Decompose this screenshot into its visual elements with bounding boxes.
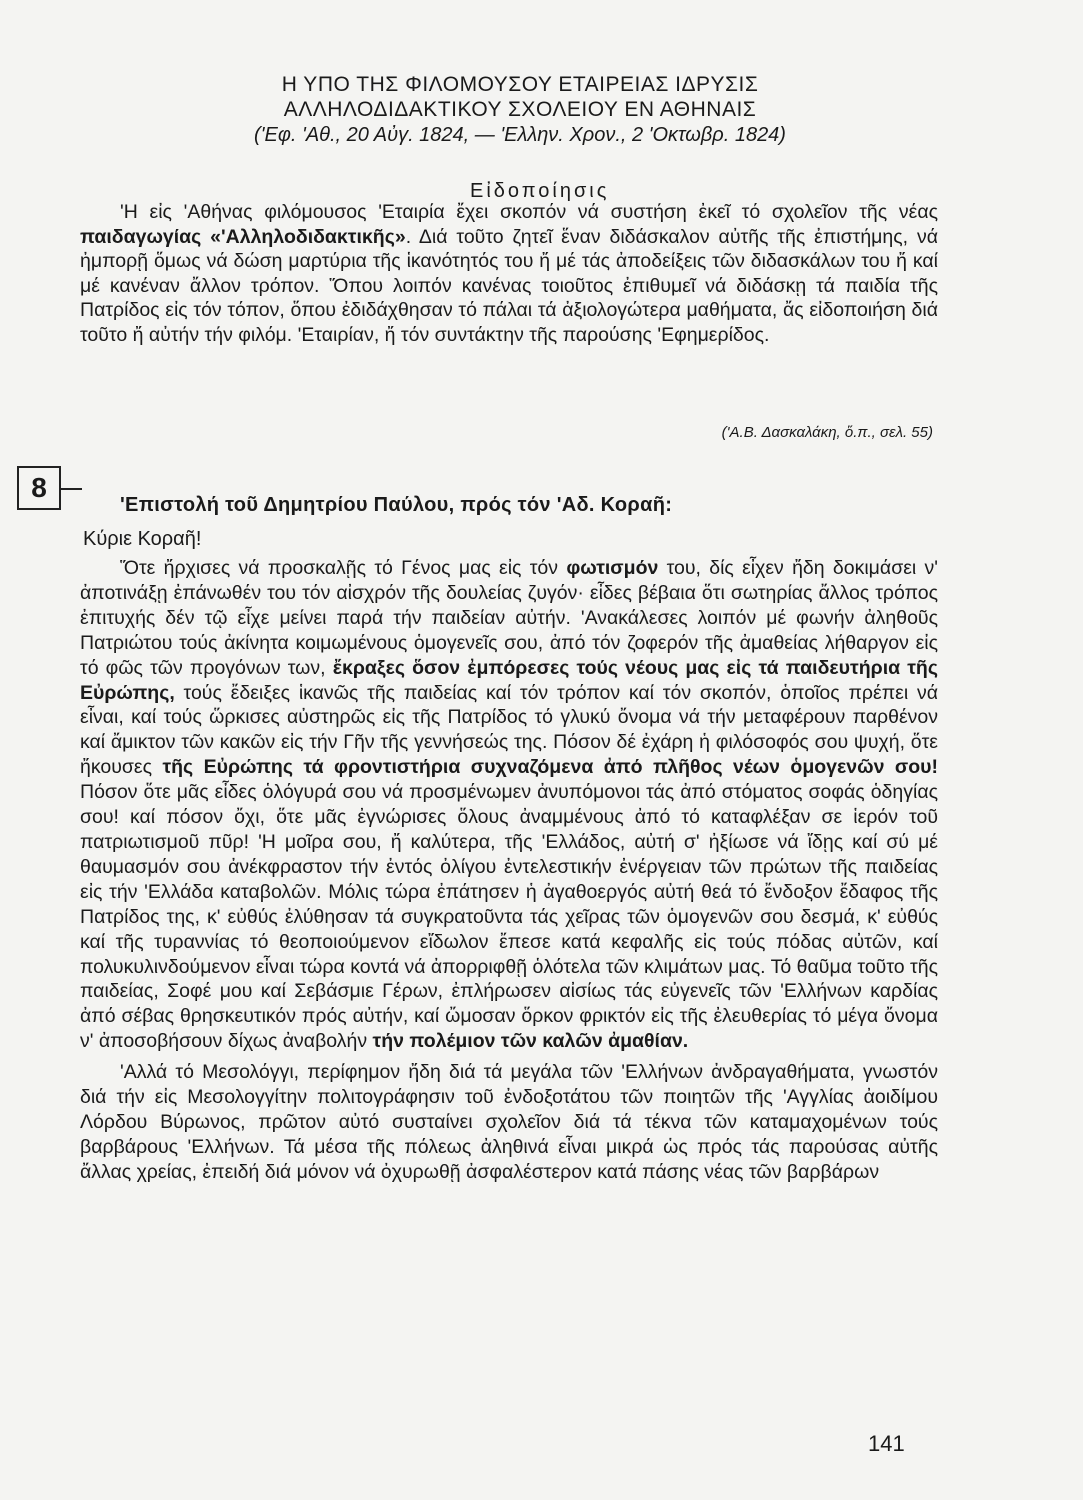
notice-title: Εἰδοποίησις bbox=[470, 180, 610, 202]
letter-bold: τήν πολέμιον τῶν καλῶν ἀμαθίαν. bbox=[372, 1030, 689, 1053]
letter-text: τούς ἔδειξες ἱκανῶς τῆς παιδείας καί τόν τρόπον καί τόν σκοπόν, ὁποῖος πρέπει νά εἶναι, καί τούς ὥρκισες αὐστηρῶς εἰς τῆς Πατρίδος τό γλυκύ ὄνομα νά τήν μεταφέρουν παρθένον καί ἄμικτον τῶν κακῶν εἰς τήν Γῆν τῆς γεννήσεώς της. Πόσον δέ ἐχάρη ἡ φιλόσοφός σου ψυχή, ὅτε ἤκουσες bbox=[80, 681, 938, 779]
letter-text: Ὅτε ἤρχισες νά προσκαλῇς τό Γένος μας εἰς τόν bbox=[120, 557, 567, 579]
notice-text-2: . Διά τοῦτο ζητεῖ ἕναν διδάσκαλον αὐτῆς τῆς ἐπιστήμης, νά ἠμπορῇ ὅμως νά δώση μαρτύρια τῆς ἱκανότητός του ἤ μέ τάς ἀποδείξεις τῶν διδασκάλων του ἤ καί μέ κανέναν ἄλλον τρόπον. Ὅπου λοιπόν κανένας τοιοῦτος ἐπιθυμεῖ νά διδάσκῃ τά παιδία τῆς Πατρίδος εἰς τόν τόπον, ὅπου ἐδιδάχθησαν τό πάλαι τά ἀξιολογώτερα μαθήματα, ἄς εἰδοποιήση διά τοῦτο ἤ αὐτήν τήν φιλόμ. 'Εταιρίαν, ἤ τόν συντάκτην τῆς παρούσης 'Εφημερίδος. bbox=[80, 225, 938, 346]
notice-body bbox=[80, 200, 938, 347]
letter-text: του, δίς εἶχεν ἤδη δοκιμάσει ν' ἀποτινάξῃ ἐπάνωθέν του τόν αἰσχρόν τῆς δουλείας ζυγόν· εἶδες βέβαια ὅτι σωτηρίας ἄλλος τρόπος ἐπιτυχής δέν τῷ εἶχε μείνει παρά τήν παιδείαν αὐτήν. 'Ανακάλεσες λοιπόν μέ φωνήν ἀληθοῦς Πατριώτου τούς ἀκίνητα κοιμωμένους ὁμογενεῖς σου, ἀπό τόν ζοφερόν τῆς ἀμαθείας λήθαργον εἰς τό φῶς τῶν προγόνων των, bbox=[80, 557, 938, 679]
header-citation: ('Εφ. 'Αθ., 20 Αὐγ. 1824, — 'Ελλην. Χρον., 2 'Οκτωβρ. 1824) bbox=[254, 124, 786, 146]
notice-paragraph bbox=[80, 200, 938, 347]
header-title-line-2: ΑΛΛΗΛΟΔΙΔΑΚΤΙΚΟΥ ΣΧΟΛΕΙΟΥ ΕΝ ΑΘΗΝΑΙΣ bbox=[283, 98, 757, 121]
page-number: 141 bbox=[868, 1431, 905, 1456]
letter-bold: τῆς Εὐρώπης τά φροντιστήρια συχναζόμενα ἀπό πλῆθος νέων ὁμογενῶν σου! bbox=[162, 756, 938, 779]
notice-source: ('Α.Β. Δασκαλάκη, ὅ.π., σελ. 55) bbox=[721, 424, 933, 441]
header bbox=[190, 72, 850, 148]
letter-paragraph-1 bbox=[80, 556, 938, 1054]
letter-paragraph-2: 'Αλλά τό Μεσολόγγι, περίφημον ἤδη διά τά μεγάλα τῶν 'Ελλήνων ἀνδραγαθήματα, γνωστόν διά τήν εἰς Μεσολογγίτην πολιτογράφησιν τοῦ ἐνδοξοτάτου τῶν ποιητῶν τῆς 'Αγγλίας ἀοιδίμου Λόρδου Βύρωνος, πρῶτον αὐτό συσταίνει σχολεῖον διά τά τέκνα τῶν καταμαχομένων τούς βαρβάρους 'Ελλήνων. Τά μέσα τῆς πόλεως ἀληθινά εἶναι μικρά ὡς πρός τάς παρούσας αὐτῆς ἄλλας χρείας, ἐπειδή διά μόνον νά ὀχυρωθῇ ἀσφαλέστερον κατά πάσης νέας τῶν βαρβάρων bbox=[80, 1061, 938, 1183]
letter-bold: φωτισμόν bbox=[566, 557, 659, 579]
notice-bold-1: παιδαγωγίας «'Αλληλοδιδακτικῆς» bbox=[80, 225, 406, 248]
salutation: Κύριε Κοραῆ! bbox=[83, 528, 202, 550]
section-number-badge: 8 bbox=[17, 466, 61, 510]
letter-bold: ἔκραξες ὅσον ἐμπόρεσες τούς νέους μας εἰς τά παιδευτήρια τῆς Εὐρώπης, bbox=[80, 656, 938, 704]
letter-text: Πόσον ὅτε μᾶς εἶδες ὁλόγυρά σου νά προσμένωμεν ἀνυπόμονοι τάς ἀπό στόματος σοφάς ὁδηγίας σου! καί πόσον ὄχι, ὅτε μᾶς ἐγνώρισες ὅλους ἀναμμένους ἀπό τό καταφλέξαν σε ἱερόν τοῦ πατριωτισμοῦ πῦρ! 'Η μοῖρα σου, ἤ καλύτερα, τῆς 'Ελλάδος, αὐτή σ' ἠξίωσε νά ἴδῃς καί σύ μέ θαυμασμόν σου ἀνέκφραστον τήν ἐντός ὀλίγου ἐντελεστικήν ἐνέργειαν τῶν πρώτων τῆς παιδείας εἰς τήν 'Ελλάδα καταβολῶν. Μόλις τώρα ἐπάτησεν ἡ ἀγαθοεργός αὐτή θεά τό ἔνδοξον ἔδαφος τῆς Πατρίδος της, κ' εὐθύς ἐλύθησαν τά συγκρατοῦντα τάς χεῖρας τῶν ὁμογενῶν σου δεσμά, κ' εὐθύς καί τῆς τυραννίας τό θεοποιούμενον εἴδωλον ἔπεσε κατά κεφαλῆς εἰς τούς πόδας αὐτῶν, καί πολυκυλινδούμενον εἶναι τώρα κοντά νά ἀπορριφθῇ ὁλότελα τῶν κλιμάτων μας. Τό θαῦμα τοῦτο τῆς παιδείας, Σοφέ μου καί Σεβάσμιε Γέρων, ἐπλήρωσεν αἰσίως τάς εὐγενεῖς τῶν 'Ελλήνων καρδίας ἀπό σέβας θρησκευτικόν πρός αὐτήν, καί ὤμοσαν ὅρκον φρικτόν εἰς τῆς ἐλευθερίας τό μέγα ὄνομα ν' ἀποσοβήσουν δίχως ἀναβολήν bbox=[80, 781, 938, 1053]
notice-text-1: 'Η εἰς 'Αθήνας φιλόμουσος 'Εταιρία ἔχει σκοπόν νά συστήση ἐκεῖ τό σχολεῖον τῆς νέας bbox=[120, 201, 938, 223]
section-title: 'Επιστολή τοῦ Δημητρίου Παύλου, πρός τόν 'Αδ. Κοραῆ: bbox=[120, 494, 673, 516]
letter-body bbox=[80, 556, 938, 1185]
header-title-line-1: Η ΥΠΟ ΤΗΣ ΦΙΛΟΜΟΥΣΟΥ ΕΤΑΙΡΕΙΑΣ ΙΔΡΥΣΙΣ bbox=[281, 73, 759, 96]
